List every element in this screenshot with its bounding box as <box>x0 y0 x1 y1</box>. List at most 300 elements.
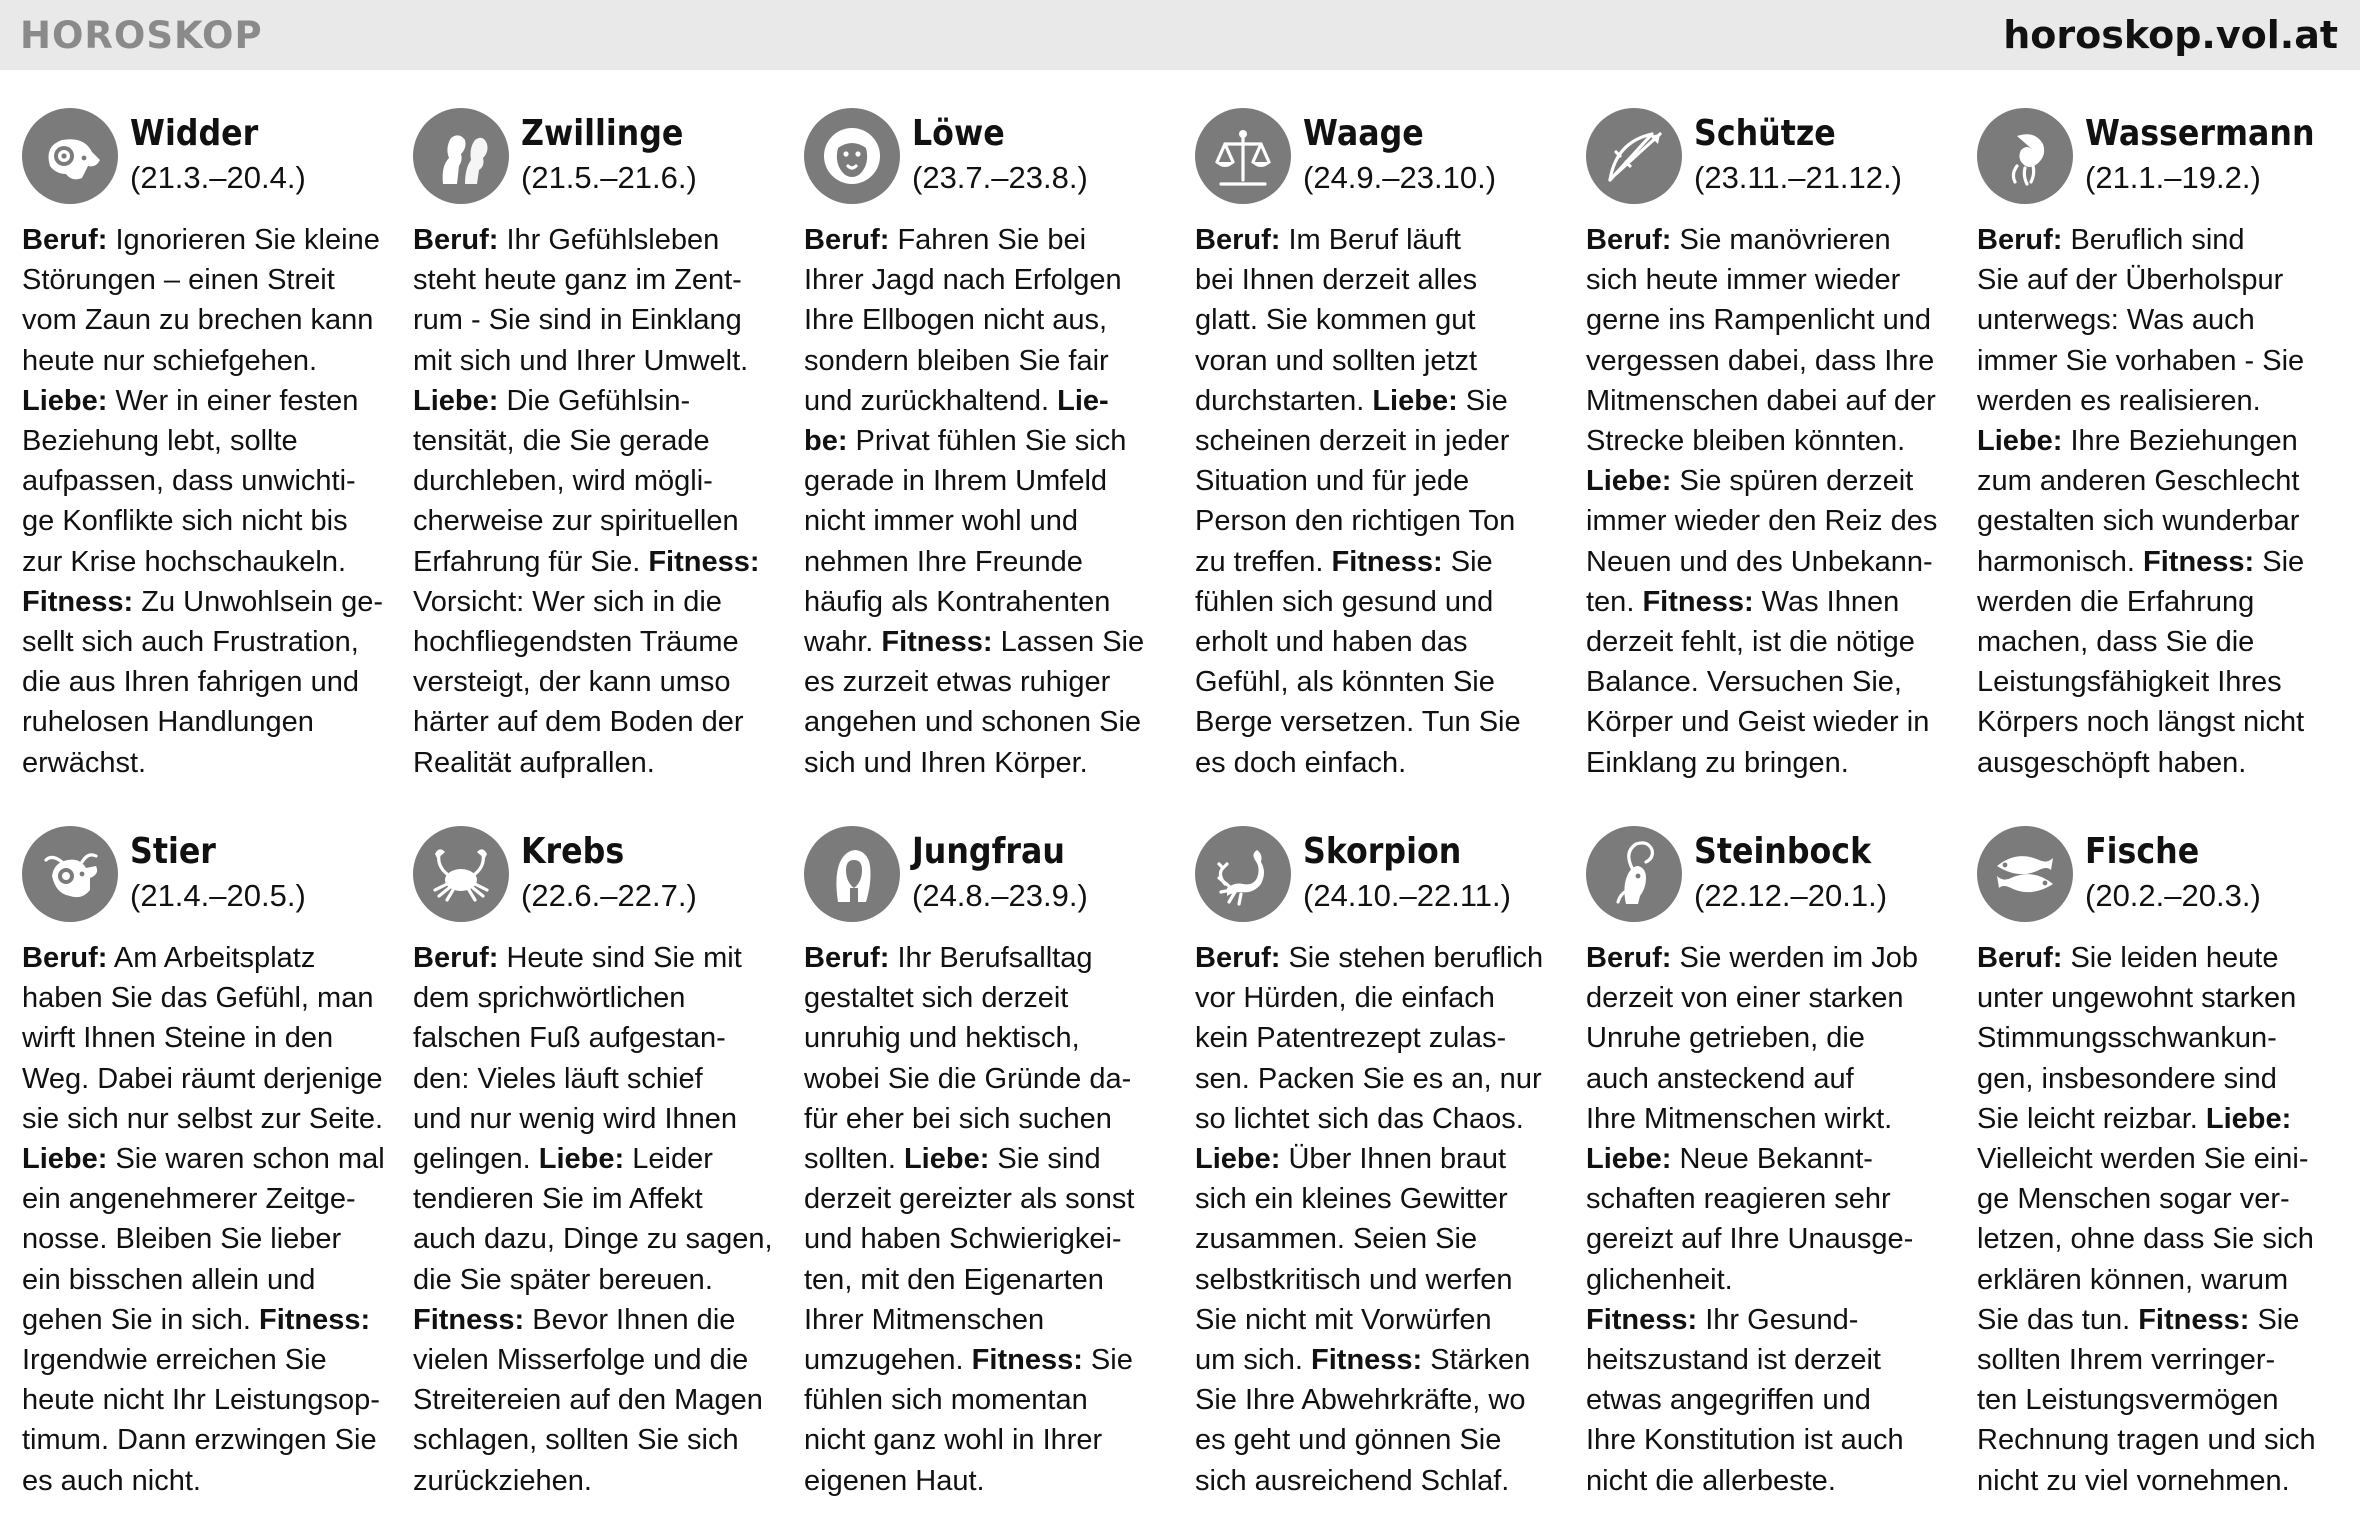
sign-header <box>413 104 783 210</box>
text-segment: Erfahrung für Sie. <box>413 545 649 578</box>
text-segment: für eher bei sich suchen <box>804 1102 1112 1135</box>
text-segment: Streitereien auf den Magen <box>413 1384 763 1417</box>
text-segment: Ihre Mitmenschen wirkt. <box>1586 1102 1893 1135</box>
text-line <box>1586 1380 1956 1420</box>
text-line <box>413 1018 783 1058</box>
text-line <box>1977 461 2347 501</box>
category-label: Beruf: <box>22 224 108 256</box>
sign-header <box>1586 104 1956 210</box>
sign-widder <box>22 104 392 783</box>
text-segment: Ihrer Jagd nach Erfolgen <box>804 264 1122 297</box>
text-segment: scheinen derzeit in jeder <box>1195 425 1510 458</box>
text-line <box>1977 1380 2347 1420</box>
crab-icon <box>413 826 509 922</box>
sign-header <box>1977 104 2347 210</box>
text-line <box>804 461 1174 501</box>
sign-header <box>22 104 392 210</box>
text-line <box>413 1380 783 1420</box>
text-line <box>804 1179 1174 1219</box>
text-line <box>1195 421 1565 461</box>
text-line <box>413 1219 783 1259</box>
text-segment: Ihr Berufsalltag <box>889 942 1093 974</box>
text-segment: Sie das tun. <box>1977 1303 2139 1336</box>
category-label: Liebe: <box>1977 425 2063 458</box>
text-line <box>1977 1340 2347 1380</box>
text-segment: ge Konflikte sich nicht bis <box>22 505 348 538</box>
text-line <box>22 582 392 622</box>
text-segment: derzeit von einer starken <box>1586 982 1904 1015</box>
sign-text <box>804 220 1174 783</box>
text-line <box>1195 662 1565 702</box>
text-segment: auch ansteckend auf <box>1586 1062 1854 1095</box>
text-segment: erklären können, warum <box>1977 1263 2289 1296</box>
text-line <box>413 938 783 978</box>
text-segment: Strecke bleiben könnten. <box>1586 425 1906 458</box>
text-segment: immer wieder den Reiz des <box>1586 505 1938 538</box>
text-line <box>804 341 1174 381</box>
text-segment: bei Ihnen derzeit alles <box>1195 264 1478 297</box>
category-label: Liebe: <box>413 384 499 417</box>
text-segment: derzeit fehlt, ist die nötige <box>1586 626 1915 659</box>
category-label: Beruf: <box>804 942 890 974</box>
sign-header <box>1977 822 2347 928</box>
text-line <box>804 220 1174 260</box>
text-line <box>804 622 1174 662</box>
text-line <box>22 300 392 340</box>
text-segment: nicht immer wohl und <box>804 505 1078 538</box>
text-line <box>413 1059 783 1099</box>
text-segment: zu treffen. <box>1195 545 1332 578</box>
category-label: Beruf: <box>804 224 890 256</box>
text-line <box>413 582 783 622</box>
text-segment: gehen Sie in sich. <box>22 1303 259 1336</box>
text-segment: erwächst. <box>22 746 147 779</box>
sign-name: Widder <box>130 113 259 154</box>
text-segment: rum - Sie sind in Einklang <box>413 304 742 337</box>
text-segment: gereizt auf Ihre Unausge- <box>1586 1223 1914 1256</box>
sign-header <box>804 822 1174 928</box>
text-line <box>804 702 1174 742</box>
text-segment: kein Patentrezept zulas- <box>1195 1022 1507 1055</box>
text-segment: selbstkritisch und werfen <box>1195 1263 1513 1296</box>
text-segment: Zu Unwohlsein ge- <box>133 585 384 618</box>
text-line <box>1195 260 1565 300</box>
text-segment: Leider <box>624 1143 713 1176</box>
text-line <box>804 662 1174 702</box>
text-segment: um sich. <box>1195 1344 1312 1377</box>
sign-text <box>1977 220 2347 783</box>
sign-text <box>413 220 783 783</box>
text-line <box>1977 978 2347 1018</box>
sign-name: Krebs <box>521 831 625 872</box>
text-line <box>1977 1139 2347 1179</box>
category-label: Beruf: <box>413 942 499 974</box>
text-segment: Im Beruf läuft <box>1280 224 1461 256</box>
sign-name: Fische <box>2085 831 2200 872</box>
sign-header <box>22 822 392 928</box>
text-line <box>804 300 1174 340</box>
text-segment: die aus Ihren fahrigen und <box>22 666 359 699</box>
text-segment: Störungen – einen Streit <box>22 264 335 297</box>
category-label: Fitness: <box>2138 1303 2250 1336</box>
text-segment: und nur wenig wird Ihnen <box>413 1102 738 1135</box>
sign-text <box>22 938 392 1501</box>
text-segment: Situation und für jede <box>1195 465 1470 498</box>
text-segment: häufig als Kontrahenten <box>804 585 1111 618</box>
text-line <box>804 1260 1174 1300</box>
lion-icon <box>804 108 900 204</box>
category-label: Liebe: <box>1372 384 1458 417</box>
category-label: Fitness: <box>22 585 134 618</box>
text-segment: unter ungewohnt starken <box>1977 982 2297 1015</box>
text-segment: mit sich und Ihrer Umwelt. <box>413 344 749 377</box>
text-line <box>1977 381 2347 421</box>
text-line <box>1195 702 1565 742</box>
text-segment: Fahren Sie bei <box>889 224 1087 256</box>
text-segment: ten, mit den Eigenarten <box>804 1263 1104 1296</box>
text-segment: erholt und haben das <box>1195 626 1468 659</box>
text-segment: Sie <box>1082 1344 1133 1377</box>
sign-header <box>804 104 1174 210</box>
text-segment: Realität aufprallen. <box>413 746 655 779</box>
category-label: Beruf: <box>1195 942 1281 974</box>
text-line <box>804 938 1174 978</box>
text-segment: ten Leistungsvermögen <box>1977 1384 2279 1417</box>
text-line <box>22 743 392 783</box>
text-segment: Rechnung tragen und sich <box>1977 1424 2316 1457</box>
text-line <box>22 662 392 702</box>
text-line <box>22 501 392 541</box>
text-line <box>1977 421 2347 461</box>
site-url[interactable]: horoskop.vol.at <box>2003 13 2338 57</box>
text-line <box>413 743 783 783</box>
sign-name: Waage <box>1303 113 1424 154</box>
text-line <box>22 542 392 582</box>
text-line <box>22 341 392 381</box>
sign-dates: (24.10.–22.11.) <box>1303 878 1511 913</box>
text-segment: Lassen Sie <box>992 626 1145 659</box>
text-segment: und zurückhaltend. <box>804 384 1058 417</box>
text-line <box>804 542 1174 582</box>
text-line <box>1586 1018 1956 1058</box>
text-line <box>413 622 783 662</box>
text-segment: Balance. Versuchen Sie, <box>1586 666 1902 699</box>
text-segment: es geht und gönnen Sie <box>1195 1424 1502 1457</box>
text-line <box>1586 1219 1956 1259</box>
text-line <box>1586 501 1956 541</box>
text-line <box>413 1461 783 1501</box>
text-line <box>1586 1179 1956 1219</box>
text-line <box>804 582 1174 622</box>
sign-dates: (21.1.–19.2.) <box>2085 160 2261 195</box>
text-line <box>1977 1300 2347 1340</box>
text-segment: unterwegs: Was auch <box>1977 304 2255 337</box>
text-segment: zurückziehen. <box>413 1464 592 1497</box>
text-segment: nicht ganz wohl in Ihrer <box>804 1424 1103 1457</box>
category-label: Fitness: <box>1642 585 1754 618</box>
fish-icon <box>1977 826 2073 922</box>
text-segment: falschen Fuß aufgestan- <box>413 1022 726 1055</box>
text-segment: Wer in einer festen <box>107 384 359 417</box>
text-segment: Die Gefühlsin- <box>498 384 691 417</box>
sign-name: Wassermann <box>2085 113 2315 154</box>
category-label: Liebe: <box>1195 1143 1281 1176</box>
text-segment: Unruhe getrieben, die <box>1586 1022 1865 1055</box>
text-segment: Ihr Gefühlsleben <box>498 224 720 256</box>
text-segment: sollten. <box>804 1143 904 1176</box>
text-line <box>804 260 1174 300</box>
text-line <box>1977 501 2347 541</box>
text-segment: sen. Packen Sie es an, nur <box>1195 1062 1542 1095</box>
sign-name: Zwillinge <box>521 113 684 154</box>
sign-jungfrau <box>804 822 1174 1501</box>
sign-dates: (22.6.–22.7.) <box>521 878 697 913</box>
text-segment: vor Hürden, die einfach <box>1195 982 1495 1015</box>
text-segment: timum. Dann erzwingen Sie <box>22 1424 377 1457</box>
text-line <box>413 260 783 300</box>
category-label: Fitness: <box>1331 545 1443 578</box>
text-segment: Über Ihnen braut <box>1280 1143 1507 1176</box>
text-segment: Sie leicht reizbar. <box>1977 1102 2206 1135</box>
category-label: Fitness: <box>971 1344 1083 1377</box>
category-label: Beruf: <box>1586 224 1672 256</box>
text-line <box>1586 341 1956 381</box>
text-line <box>1195 1179 1565 1219</box>
sign-skorpion <box>1195 822 1565 1501</box>
text-segment: Sie <box>1442 545 1493 578</box>
ibex-icon <box>1586 826 1682 922</box>
text-segment: nehmen Ihre Freunde <box>804 545 1083 578</box>
text-segment: hochfliegendsten Träume <box>413 626 739 659</box>
text-segment: ten. <box>1586 585 1643 618</box>
text-segment: Vielleicht werden Sie eini- <box>1977 1143 2309 1176</box>
text-line <box>22 1179 392 1219</box>
text-segment: tensität, die Sie gerade <box>413 425 710 458</box>
sign-name: Jungfrau <box>912 831 1065 872</box>
text-line <box>1977 743 2347 783</box>
text-line <box>413 300 783 340</box>
text-line <box>1195 1099 1565 1139</box>
sign-dates: (20.2.–20.3.) <box>2085 878 2261 913</box>
text-segment: cherweise zur spirituellen <box>413 505 739 538</box>
text-segment: Leistungsfähigkeit Ihres <box>1977 666 2282 699</box>
sign-header <box>413 822 783 928</box>
text-segment: Sie auf der Überholspur <box>1977 264 2284 297</box>
text-segment: wirft Ihnen Steine in den <box>22 1022 334 1055</box>
text-segment: Sie spüren derzeit <box>1671 465 1914 498</box>
text-line <box>804 1380 1174 1420</box>
text-segment: Stärken <box>1422 1344 1531 1377</box>
text-line <box>413 341 783 381</box>
text-line <box>1586 421 1956 461</box>
text-line <box>1195 978 1565 1018</box>
text-segment: glichenheit. <box>1586 1263 1733 1296</box>
text-line <box>1586 461 1956 501</box>
text-line <box>1977 582 2347 622</box>
text-line <box>22 1300 392 1340</box>
category-label: Liebe: <box>22 1143 108 1176</box>
text-segment: sich ein kleines Gewitter <box>1195 1183 1508 1216</box>
text-segment: umzugehen. <box>804 1344 972 1377</box>
text-line <box>1195 542 1565 582</box>
text-segment: auch dazu, Dinge zu sagen, <box>413 1223 773 1256</box>
sign-dates: (24.9.–23.10.) <box>1303 160 1497 195</box>
text-segment: es zurzeit etwas ruhiger <box>804 666 1111 699</box>
text-segment: Person den richtigen Ton <box>1195 505 1516 538</box>
category-label: Fitness: <box>258 1303 371 1336</box>
text-segment: machen, dass Sie die <box>1977 626 2255 659</box>
text-segment: Beruflich sind <box>2062 224 2245 256</box>
category-label: Liebe: <box>1586 1143 1672 1176</box>
text-line <box>1977 341 2347 381</box>
text-segment: schaften reagieren sehr <box>1586 1183 1891 1216</box>
text-line <box>1195 1139 1565 1179</box>
text-segment: aufpassen, dass unwichti- <box>22 465 356 498</box>
sign-name: Steinbock <box>1694 831 1872 872</box>
sign-krebs <box>413 822 783 1501</box>
category-label: Beruf: <box>22 942 108 974</box>
text-segment: Irgendwie erreichen Sie <box>22 1344 327 1377</box>
text-line <box>1586 1461 1956 1501</box>
text-segment: Berge versetzen. Tun Sie <box>1195 706 1521 739</box>
text-line <box>1586 1260 1956 1300</box>
text-line <box>22 1260 392 1300</box>
text-line <box>804 1420 1174 1460</box>
category-label: Liebe: <box>2205 1102 2292 1135</box>
sign-header <box>1195 104 1565 210</box>
text-segment: nicht die allerbeste. <box>1586 1464 1836 1497</box>
bull-icon <box>22 826 118 922</box>
text-line <box>1977 1059 2347 1099</box>
text-segment: Sie Ihre Abwehrkräfte, wo <box>1195 1384 1526 1417</box>
category-label: Fitness: <box>881 626 993 659</box>
scales-icon <box>1195 108 1291 204</box>
text-line <box>1195 1380 1565 1420</box>
text-segment: Ihrer Mitmenschen <box>804 1303 1045 1336</box>
text-line <box>1977 1099 2347 1139</box>
text-line <box>1977 1219 2347 1259</box>
text-segment: steht heute ganz im Zent- <box>413 264 742 297</box>
sign-dates: (21.3.–20.4.) <box>130 160 306 195</box>
text-line <box>1195 1300 1565 1340</box>
text-line <box>804 743 1174 783</box>
text-segment: Sie <box>2254 545 2305 578</box>
text-line <box>413 542 783 582</box>
text-line <box>1586 743 1956 783</box>
text-line <box>413 1300 783 1340</box>
text-line <box>804 421 1174 461</box>
sign-waage <box>1195 104 1565 783</box>
text-segment: Sie waren schon mal <box>107 1143 385 1176</box>
text-line <box>1586 938 1956 978</box>
text-line <box>22 1018 392 1058</box>
text-line <box>1195 1461 1565 1501</box>
text-segment: Privat fühlen Sie sich <box>847 425 1127 458</box>
text-segment: Sie werden im Job <box>1671 942 1919 974</box>
sign-text <box>1586 220 1956 783</box>
text-line <box>804 381 1174 421</box>
sign-wassermann <box>1977 104 2347 783</box>
text-segment: versteigt, der kann umso <box>413 666 731 699</box>
category-label: Fitness: <box>1586 1303 1698 1336</box>
text-line <box>22 1340 392 1380</box>
text-segment: zusammen. Seien Sie <box>1195 1223 1478 1256</box>
text-line <box>413 1139 783 1179</box>
sign-text <box>413 938 783 1501</box>
section-title: HOROSKOP <box>20 13 263 57</box>
category-label: Fitness: <box>2143 545 2255 578</box>
sign-dates: (23.7.–23.8.) <box>912 160 1088 195</box>
sign-fische <box>1977 822 2347 1501</box>
text-line <box>22 220 392 260</box>
text-segment: vergessen dabei, dass Ihre <box>1586 344 1935 377</box>
scorpion-icon <box>1195 826 1291 922</box>
text-segment: gestaltet sich derzeit <box>804 982 1069 1015</box>
text-segment: nosse. Bleiben Sie lieber <box>22 1223 342 1256</box>
text-segment: Sie manövrieren <box>1671 224 1891 256</box>
sign-name: Skorpion <box>1303 831 1462 872</box>
text-line <box>1195 1420 1565 1460</box>
text-segment: härter auf dem Boden der <box>413 706 744 739</box>
text-line <box>1195 1260 1565 1300</box>
text-line <box>1586 220 1956 260</box>
text-line <box>1586 1420 1956 1460</box>
text-line <box>1195 622 1565 662</box>
text-line <box>1977 1420 2347 1460</box>
text-segment: werden die Erfahrung <box>1977 585 2255 618</box>
text-segment: gen, insbesondere sind <box>1977 1062 2277 1095</box>
sign-dates: (23.11.–21.12.) <box>1694 160 1902 195</box>
text-segment: sich und Ihren Körper. <box>804 746 1088 779</box>
text-segment: zum anderen Geschlecht <box>1977 465 2300 498</box>
text-line <box>1586 978 1956 1018</box>
text-line <box>1977 300 2347 340</box>
text-line <box>413 1099 783 1139</box>
text-segment: immer Sie vorhaben - Sie <box>1977 344 2305 377</box>
sign-zwillinge <box>413 104 783 783</box>
text-line <box>413 662 783 702</box>
text-line <box>1586 1340 1956 1380</box>
text-segment: heute nicht Ihr Leistungsop- <box>22 1384 380 1417</box>
text-line <box>1586 662 1956 702</box>
category-label: Beruf: <box>1977 224 2063 256</box>
text-segment: Weg. Dabei räumt derjenige <box>22 1062 383 1095</box>
text-segment: nicht zu viel vornehmen. <box>1977 1464 2290 1497</box>
text-segment: Neue Bekannt- <box>1671 1143 1873 1176</box>
text-segment: Sie sind <box>989 1143 1101 1176</box>
text-segment: gestalten sich wunderbar <box>1977 505 2300 538</box>
text-line <box>1195 1219 1565 1259</box>
text-segment: Sie leiden heute <box>2062 942 2279 974</box>
text-line <box>1977 702 2347 742</box>
sign-header <box>1195 822 1565 928</box>
text-segment: vom Zaun zu brechen kann <box>22 304 374 337</box>
text-segment: Ihr Gesund- <box>1697 1303 1859 1336</box>
text-line <box>1586 1059 1956 1099</box>
text-line <box>804 1219 1174 1259</box>
text-segment: vielen Misserfolge und die <box>413 1344 749 1377</box>
text-line <box>22 622 392 662</box>
text-line <box>22 1059 392 1099</box>
text-line <box>804 1340 1174 1380</box>
text-line <box>413 1340 783 1380</box>
twins-icon <box>413 108 509 204</box>
text-line <box>413 1420 783 1460</box>
text-line <box>1586 1099 1956 1139</box>
text-line <box>413 421 783 461</box>
text-line <box>22 938 392 978</box>
sign-dates: (21.5.–21.6.) <box>521 160 697 195</box>
